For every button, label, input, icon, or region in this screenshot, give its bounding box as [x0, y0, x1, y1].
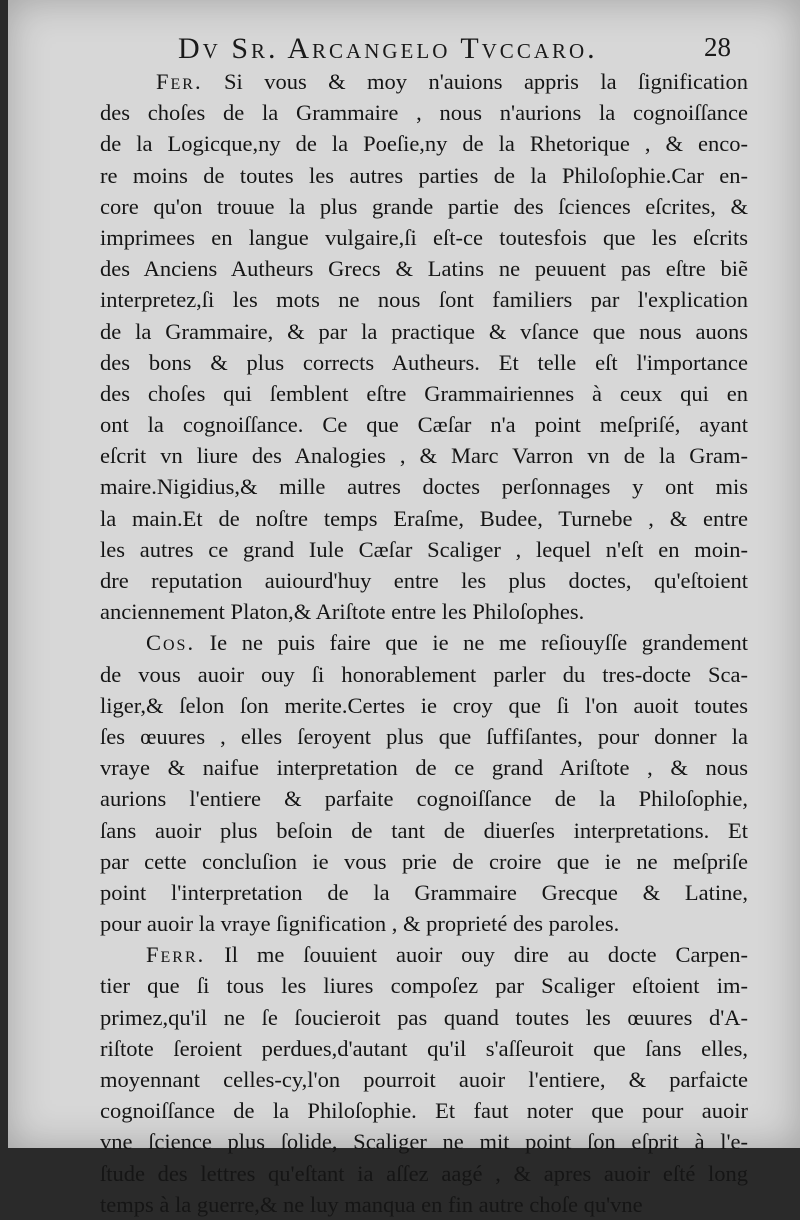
speaker-label: Cos.: [146, 630, 196, 656]
text-line: [100, 783, 748, 814]
line-text: dre reputation auiourd'huy entre les plus doctes, qu'eſtoient: [100, 568, 748, 593]
line-text: ont la cognoiſſance. Ce que Cæſar n'a point meſpriſé, ayant: [100, 412, 748, 438]
text-line: [100, 534, 748, 565]
line-text: des Anciens Autheurs Grecs & Latins ne peuuent pas eſtre biẽ: [100, 256, 748, 282]
text-line: [100, 908, 748, 939]
text-line: [100, 253, 748, 284]
line-text: Il me ſouuient auoir ouy dire au docte Carpen-: [224, 942, 748, 968]
text-line: [100, 690, 748, 721]
text-line: [100, 503, 748, 534]
line-text: maire.Nigidius,& mille autres doctes perſonnages y ont mis: [100, 474, 748, 500]
line-text: aurions l'entiere & parfaite cognoiſſance de la Philoſophie,: [100, 786, 748, 812]
text-line: [100, 66, 748, 97]
text-line: [100, 440, 748, 471]
line-text: Si vous & moy n'auions appris la ſignification: [224, 69, 748, 94]
line-text: de la Grammaire, & par la practique & vſance que nous auons: [100, 318, 748, 344]
line-text: de la Logicque,ny de la Poeſie,ny de la Rhetorique , & enco-: [100, 131, 748, 157]
line-text: ſes œuures , elles ſeroyent plus que ſuffiſantes, pour donner la: [100, 723, 748, 749]
text-line: [100, 347, 748, 378]
text-line: [100, 627, 748, 658]
running-title: Dv Sr. Arcangelo Tvccaro.: [178, 32, 598, 65]
text-line: [100, 1033, 748, 1064]
line-text: imprimees en langue vulgaire,ſi eſt-ce toutesfois que les eſcrits: [100, 224, 748, 250]
line-text: core qu'on trouue la plus grande partie des ſciences eſcrites, &: [100, 193, 748, 219]
text-line: [100, 160, 748, 191]
text-line: [100, 191, 748, 222]
text-line: [100, 565, 748, 596]
text-line: [100, 970, 748, 1001]
text-line: [100, 939, 748, 970]
text-line: [100, 316, 748, 347]
line-text: primez,qu'il ne ſe ſoucieroit pas quand toutes les œuures d'A-: [100, 1004, 748, 1030]
line-text: vne ſcience plus ſolide, Scaliger ne mit point ſon eſprit à l'e-: [100, 1129, 748, 1155]
line-text: des bons & plus corrects Autheurs. Et telle eſt l'importance: [100, 349, 748, 375]
text-line: [100, 97, 748, 128]
text-line: [100, 877, 748, 908]
line-text: anciennement Platon,& Ariſtote entre les Philoſophes.: [100, 599, 585, 625]
line-text: Ie ne puis faire que ie ne me reſiouyſſe grandement: [209, 630, 748, 656]
line-text: des choſes qui ſemblent eſtre Grammairiennes à ceux qui en: [100, 380, 748, 406]
text-line: [100, 815, 748, 846]
line-text: re moins de toutes les autres parties de la Philoſophie.Car en-: [100, 162, 748, 188]
text-line: [100, 1095, 748, 1126]
line-text: des choſes de la Grammaire , nous n'aurions la cognoiſſance: [100, 100, 748, 126]
line-text: ſans auoir plus beſoin de tant de diuerſes interpretations. Et: [100, 817, 748, 843]
line-text: eſcrit vn liure des Analogies , & Marc Varron vn de la Gram-: [100, 443, 748, 469]
text-line: [100, 409, 748, 440]
body-text: [100, 66, 748, 1220]
line-text: la main.Et de noſtre temps Eraſme, Budee, Turnebe , & entre: [100, 505, 748, 531]
text-line: [100, 721, 748, 752]
text-line: [100, 596, 748, 627]
line-text: temps à la guerre,& ne luy manqua en fin autre choſe qu'vne: [100, 1191, 643, 1217]
text-line: [100, 659, 748, 690]
text-line: [100, 1158, 748, 1189]
text-line: [100, 1126, 748, 1157]
page-header: [8, 30, 800, 70]
text-line: [100, 128, 748, 159]
line-text: tier que ſi tous les liures compoſez par Scaliger eſtoient im-: [100, 973, 748, 999]
line-text: ſtude des lettres qu'eſtant ia aſſez aagé , & apres auoir eſté long: [100, 1160, 748, 1186]
line-text: moyennant celles-cy,l'on pourroit auoir l'entiere, & parfaicte: [100, 1067, 748, 1092]
book-page: [8, 0, 800, 1217]
line-text: vraye & naifue interpretation de ce grand Ariſtote , & nous: [100, 755, 748, 781]
page-number: 28: [704, 32, 731, 62]
text-line: [100, 752, 748, 783]
text-line: [100, 378, 748, 409]
line-text: liger,& ſelon ſon merite.Certes ie croy que ſi l'on auoit toutes: [100, 692, 748, 718]
text-line: [100, 1189, 748, 1220]
text-line: [100, 284, 748, 315]
text-line: [100, 222, 748, 253]
line-text: pour auoir la vraye ſignification , & proprieté des paroles.: [100, 911, 620, 937]
speaker-label: Fer.: [156, 69, 203, 94]
line-text: les autres ce grand Iule Cæſar Scaliger , lequel n'eſt en moin-: [100, 536, 748, 562]
line-text: point l'interpretation de la Grammaire Grecque & Latine,: [100, 879, 748, 905]
line-text: de vous auoir ouy ſi honorablement parler du tres-docte Sca-: [100, 661, 748, 687]
text-line: [100, 846, 748, 877]
text-line: [100, 1064, 748, 1095]
line-text: par cette concluſion ie vous prie de croire que ie ne meſpriſe: [100, 848, 748, 874]
line-text: cognoiſſance de la Philoſophie. Et faut noter que pour auoir: [100, 1098, 748, 1124]
text-line: [100, 1002, 748, 1033]
line-text: riſtote ſeroient perdues,d'autant qu'il s'aſſeuroit que ſans elles,: [100, 1035, 748, 1061]
text-line: [100, 471, 748, 502]
speaker-label: Ferr.: [146, 942, 206, 968]
line-text: interpretez,ſi les mots ne nous ſont familiers par l'explication: [100, 287, 748, 313]
